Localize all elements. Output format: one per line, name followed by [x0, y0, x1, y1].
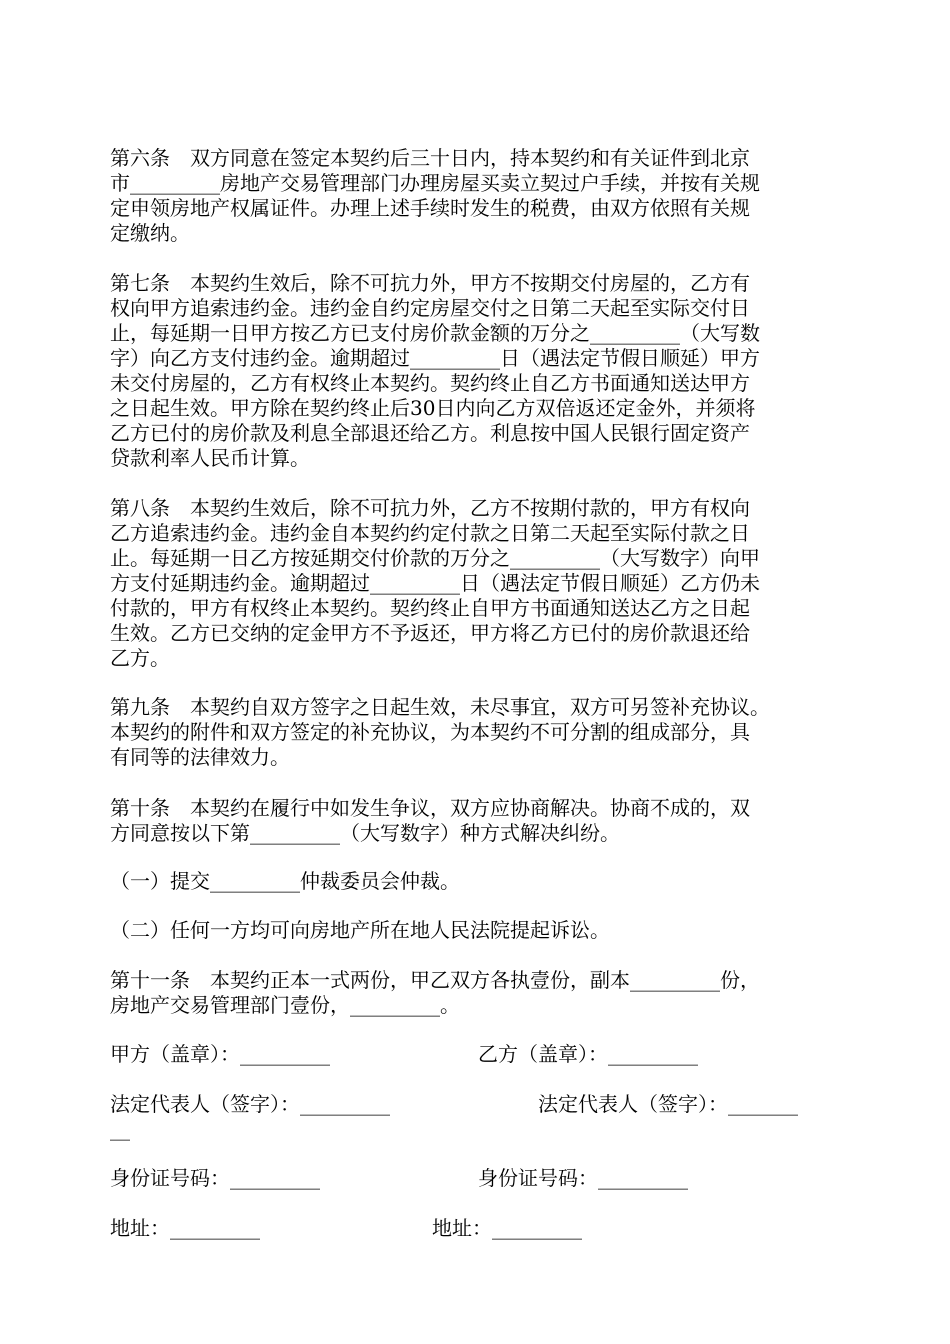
text-line: 生效。乙方已交纳的定金甲方不予返还，甲方将乙方已付的房价款退还给 — [110, 621, 750, 645]
legal-rep-a: 法定代表人（签字）：_________ — [110, 1092, 390, 1116]
article-9 — [110, 695, 855, 770]
text-line: 权向甲方追索违约金。违约金自约定房屋交付之日第二天起至实际交付日 — [110, 296, 750, 320]
party-b-seal: 乙方（盖章）：_________ — [478, 1042, 698, 1066]
text-line: 房地产交易管理部门壹份，_________。 — [110, 993, 460, 1017]
text-line: 第八条 本契约生效后，除不可抗力外，乙方不按期付款的，甲方有权向 — [110, 496, 750, 520]
party-a-seal: 甲方（盖章）：_________ — [110, 1042, 330, 1066]
id-number-b: 身份证号码：_________ — [478, 1166, 688, 1190]
litigation-option — [110, 918, 855, 943]
arbitration-option — [110, 869, 855, 894]
text-line: 付款的，甲方有权终止本契约。契约终止自甲方书面通知送达乙方之日起 — [110, 596, 750, 620]
address-b: 地址：_________ — [432, 1216, 582, 1240]
text-line: 定申领房地产权属证件。办理上述手续时发生的税费，由双方依照有关规 — [110, 196, 750, 220]
article-8 — [110, 496, 855, 671]
text-line: 第七条 本契约生效后，除不可抗力外，甲方不按期交付房屋的，乙方有 — [110, 271, 750, 295]
text-line: 市_________房地产交易管理部门办理房屋买卖立契过户手续，并按有关规 — [110, 171, 760, 195]
text-line: 定缴纳。 — [110, 221, 190, 245]
legal-rep-b-wrap: __ — [110, 1117, 130, 1141]
article-10 — [110, 796, 855, 846]
text-line: （二）任何一方均可向房地产所在地人民法院提起诉讼。 — [110, 918, 610, 942]
text-line: 方同意按以下第_________（大写数字）种方式解决纠纷。 — [110, 821, 620, 845]
text-line: 止，每延期一日甲方按乙方已支付房价款金额的万分之_________（大写数 — [110, 321, 760, 345]
text-line: 止。每延期一日乙方按延期交付价款的万分之_________（大写数字）向甲 — [110, 546, 760, 570]
text-line: 有同等的法律效力。 — [110, 745, 290, 769]
text-line: 未交付房屋的，乙方有权终止本契约。契约终止自乙方书面通知送达甲方 — [110, 371, 750, 395]
address-a: 地址：_________ — [110, 1216, 260, 1240]
text-line: 乙方追索违约金。违约金自本契约约定付款之日第二天起至实际付款之日 — [110, 521, 750, 545]
legal-rep-b: 法定代表人（签字）：_______ — [538, 1092, 798, 1116]
text-line: 第十条 本契约在履行中如发生争议，双方应协商解决。协商不成的，双 — [110, 796, 750, 820]
article-6 — [110, 146, 855, 246]
text-line: 方支付延期违约金。逾期超过_________日（遇法定节假日顺延）乙方仍未 — [110, 571, 760, 595]
text-line: 第十一条 本契约正本一式两份，甲乙双方各执壹份，副本_________份， — [110, 968, 760, 992]
text-line: （一）提交_________仲裁委员会仲裁。 — [110, 869, 460, 893]
text-line: 乙方。 — [110, 646, 170, 670]
article-11 — [110, 968, 855, 1018]
text-line: 字）向乙方支付违约金。逾期超过_________日（遇法定节假日顺延）甲方 — [110, 346, 760, 370]
text-line: 贷款利率人民币计算。 — [110, 446, 310, 470]
text-line: 第九条 本契约自双方签字之日起生效，未尽事宜，双方可另签补充协议。 — [110, 695, 770, 719]
text-line: 本契约的附件和双方签定的补充协议，为本契约不可分割的组成部分，具 — [110, 720, 750, 744]
article-7 — [110, 271, 855, 471]
text-line: 乙方已付的房价款及利息全部退还给乙方。利息按中国人民银行固定资产 — [110, 421, 750, 445]
text-line: 第六条 双方同意在签定本契约后三十日内，持本契约和有关证件到北京 — [110, 146, 750, 170]
id-number-a: 身份证号码：_________ — [110, 1166, 320, 1190]
text-line: 之日起生效。甲方除在契约终止后30日内向乙方双倍返还定金外，并须将 — [110, 396, 756, 420]
